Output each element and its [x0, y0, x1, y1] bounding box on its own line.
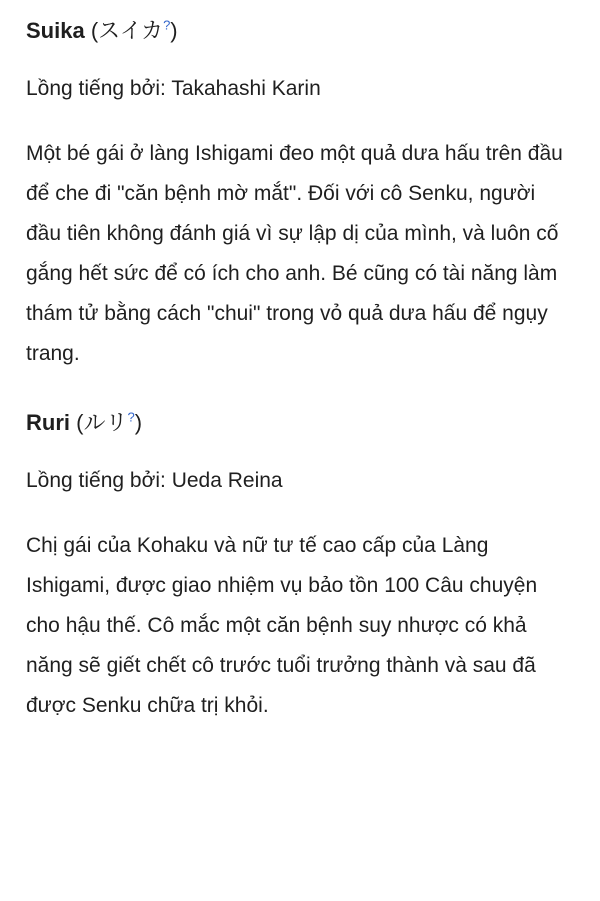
voice-actor-line: Lồng tiếng bởi: Takahashi Karin [26, 77, 321, 100]
paren-open: ( [76, 410, 84, 435]
character-entry-suika [26, 16, 574, 374]
paren-open: ( [90, 18, 99, 43]
character-name-japanese: スイカ [98, 18, 164, 43]
character-name: Ruri [26, 410, 70, 435]
help-link-icon[interactable]: ? [127, 409, 135, 425]
character-name: Suika [26, 18, 85, 43]
character-description: Một bé gái ở làng Ishigami đeo một quả dưa hấu trên đầu để che đi "căn bệnh mờ mắt". Đối với cô Senku, người đầu tiên không đánh giá vì sự lập dị của mình, và luôn cố gắng hết sức để có ích cho anh. Bé cũng có tài năng làm thám tử bằng cách "chui" trong vỏ quả dưa hấu để ngụy trang. [26, 142, 563, 365]
character-heading [26, 408, 574, 438]
help-link-icon[interactable]: ? [163, 17, 171, 33]
character-heading [26, 16, 574, 46]
character-description: Chị gái của Kohaku và nữ tư tế cao cấp của Làng Ishigami, được giao nhiệm vụ bảo tồn 100 Câu chuyện cho hậu thế. Cô mắc một căn bệnh suy nhược có khả năng sẽ giết chết cô trước tuổi trưởng thành và sau đã được Senku chữa trị khỏi. [26, 534, 538, 717]
paren-close: ) [170, 18, 178, 43]
character-entry-ruri [26, 408, 574, 726]
voice-actor-line: Lồng tiếng bởi: Ueda Reina [26, 469, 283, 492]
paren-close: ) [134, 410, 143, 435]
character-name-japanese: ルリ [83, 410, 128, 435]
